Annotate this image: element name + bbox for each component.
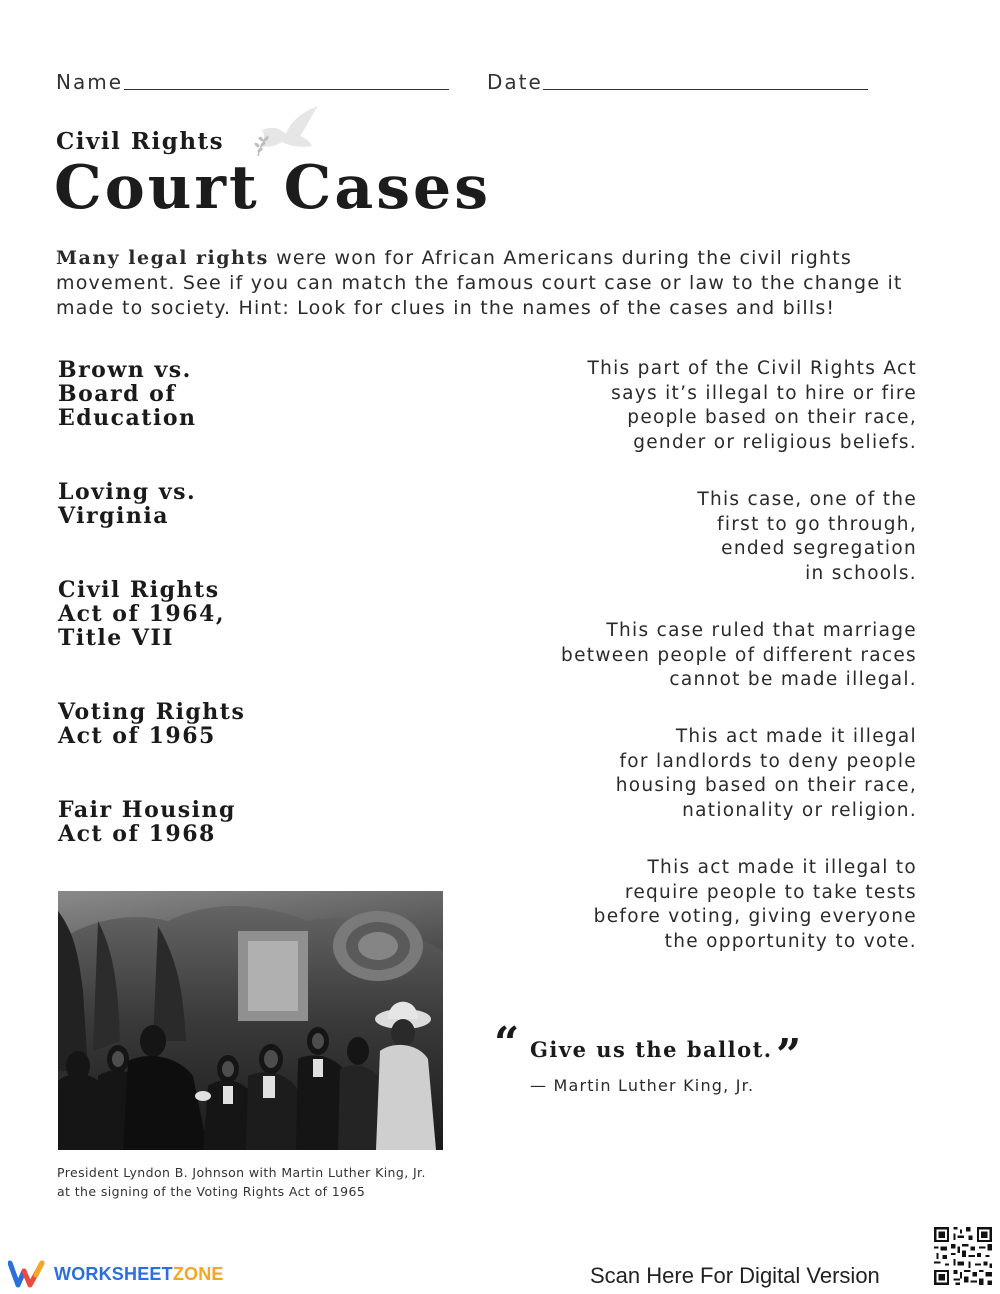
photo-caption: President Lyndon B. Johnson with Martin Luther King, Jr. at the signing of the Voting Rights Act of 1965 bbox=[57, 1165, 426, 1199]
brand-name-part2: ZONE bbox=[172, 1263, 224, 1284]
name-label: Name bbox=[56, 70, 124, 94]
case-item: Brown vs. Board of Education bbox=[58, 357, 197, 431]
description-item: This act made it illegal for landlords to deny people housing based on their race, nationality or religion. bbox=[615, 726, 917, 821]
close-quote-mark: ” bbox=[776, 1030, 802, 1081]
case-item: Voting Rights Act of 1965 bbox=[58, 699, 246, 749]
description-item: This case, one of the first to go through, ended segregation in schools. bbox=[697, 489, 917, 584]
open-quote-mark: “ bbox=[494, 1018, 520, 1069]
case-item: Civil Rights Act of 1964, Title VII bbox=[58, 577, 225, 651]
brand-logo[interactable] bbox=[8, 1258, 224, 1290]
name-line[interactable] bbox=[124, 89, 449, 90]
brand-name-part1: WORKSHEET bbox=[54, 1263, 173, 1284]
case-item: Loving vs. Virginia bbox=[58, 479, 197, 529]
quote-attribution: — Martin Luther King, Jr. bbox=[530, 1076, 755, 1095]
date-label: Date bbox=[487, 70, 543, 94]
quote-text: Give us the ballot. bbox=[530, 1037, 773, 1062]
qr-code-icon[interactable] bbox=[932, 1225, 994, 1287]
description-item: This act made it illegal to require people to take tests before voting, giving everyone the opportunity to vote. bbox=[593, 857, 917, 952]
intro-lead: Many legal rights bbox=[56, 247, 269, 269]
description-item: This case ruled that marriage between people of different races cannot be made illegal. bbox=[561, 620, 917, 691]
worksheetzone-logo-icon bbox=[8, 1259, 48, 1289]
intro-paragraph bbox=[56, 246, 916, 321]
page-title: Court Cases bbox=[54, 153, 491, 223]
case-item: Fair Housing Act of 1968 bbox=[58, 797, 236, 847]
historical-photo bbox=[58, 891, 443, 1150]
scan-instruction: Scan Here For Digital Version bbox=[590, 1263, 880, 1288]
intro-body: were won for African Americans during the civil rights movement. See if you can match the famous court case or law to the change it made to society. Hint: Look for clues in the names of the cases and bills! bbox=[56, 247, 903, 319]
date-line[interactable] bbox=[543, 89, 868, 90]
subtitle: Civil Rights bbox=[56, 128, 225, 155]
description-item: This part of the Civil Rights Act says it’s illegal to hire or fire people based on their race, gender or religious beliefs. bbox=[587, 358, 917, 453]
